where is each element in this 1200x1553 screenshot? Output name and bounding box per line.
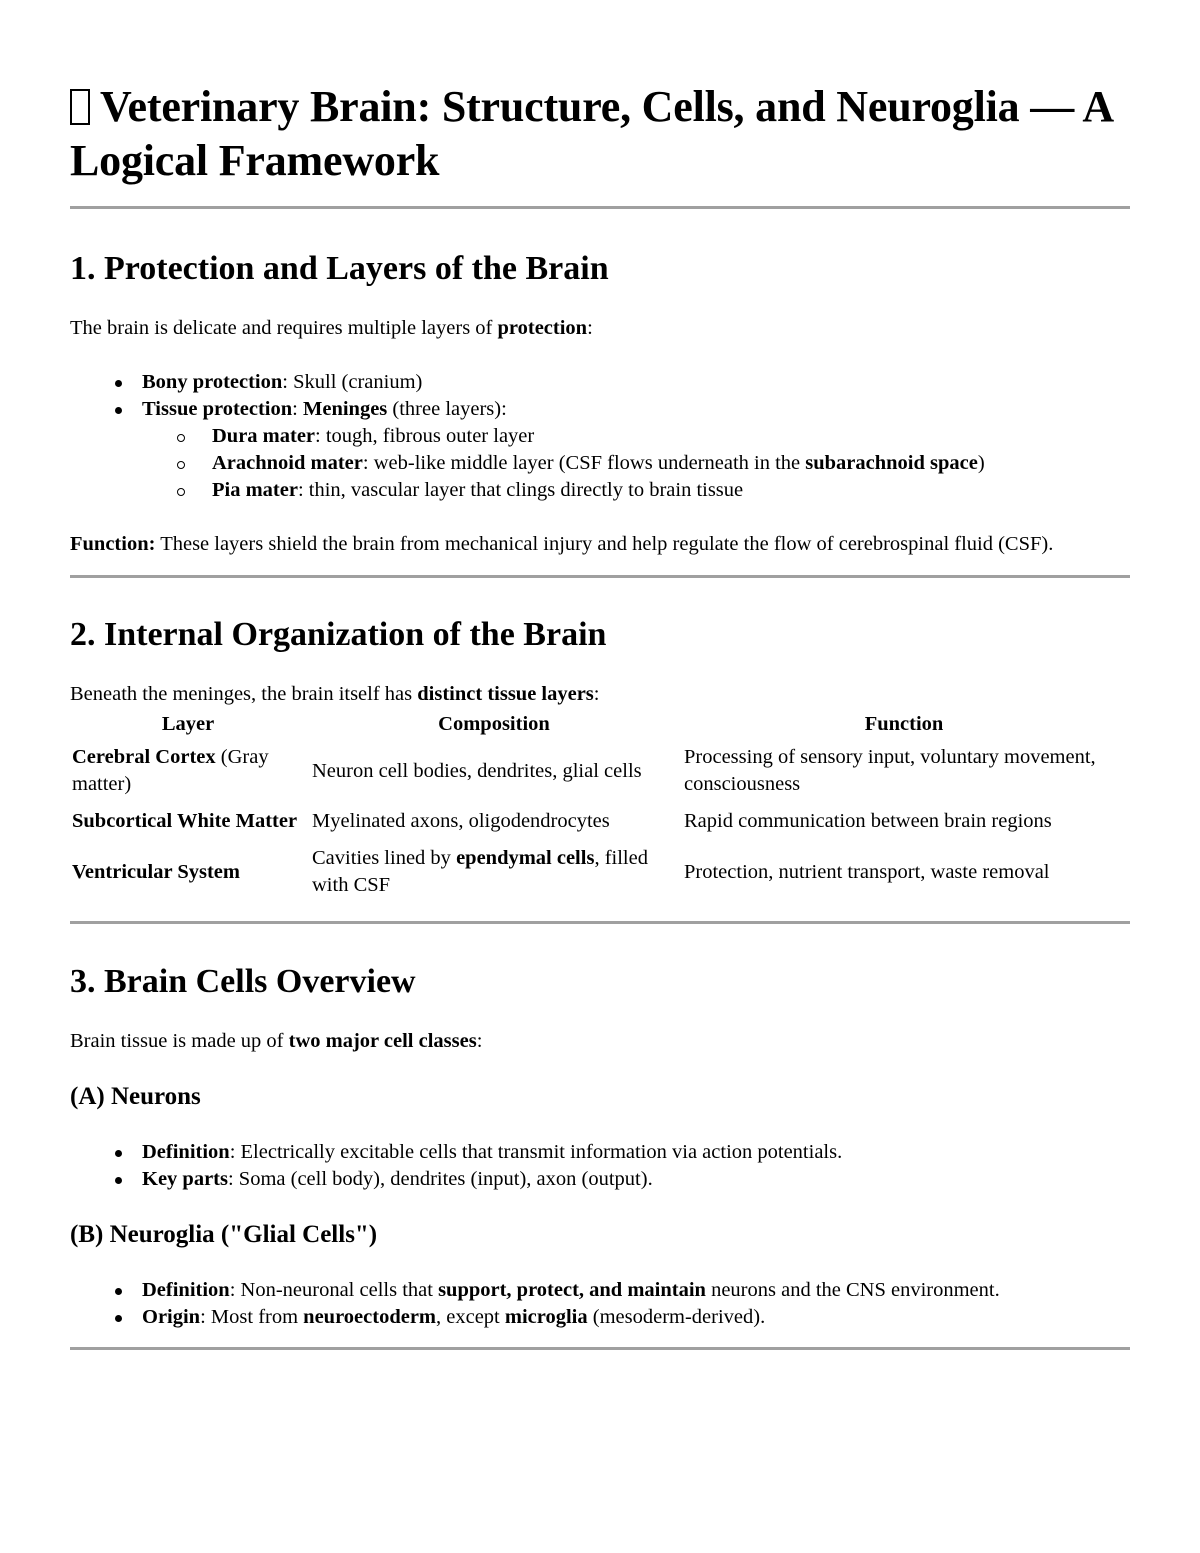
list-item: [70, 1277, 1130, 1304]
section1-intro: [70, 315, 1130, 342]
intro-bold: two major cell classes: [288, 1030, 477, 1052]
table-cell: Rapid communication between brain regions: [684, 810, 1052, 832]
item-text: : Electrically excitable cells that transmit information via action potentials.: [229, 1141, 843, 1163]
list-item: [70, 369, 1130, 396]
item-text: : Most from: [200, 1306, 304, 1328]
layer-name: Ventricular System: [72, 860, 240, 883]
divider: [70, 575, 1130, 578]
table-row: [70, 804, 1126, 839]
protection-list: [70, 369, 1130, 504]
item-label: Bony protection: [142, 371, 283, 393]
intro-punct: :: [587, 317, 593, 339]
column-header: Layer: [161, 713, 215, 735]
column-header: Function: [864, 713, 944, 735]
table-header-row: [70, 711, 1126, 738]
function-text: These layers shield the brain from mechanical injury and help regulate the flow of cerebrospinal fluid (CSF).: [155, 533, 1054, 555]
composition-text: Neuron cell bodies, dendrites, glial cells: [312, 759, 642, 782]
item-label: Definition: [142, 1141, 230, 1163]
function-label: Function:: [70, 533, 156, 555]
divider: [70, 1347, 1130, 1350]
item-text: ): [977, 452, 985, 474]
table-cell: [310, 841, 678, 903]
item-bold: microglia: [504, 1306, 588, 1328]
section3-intro: [70, 1028, 1130, 1055]
table-row: [70, 841, 1126, 903]
table-cell: [310, 740, 678, 802]
table-cell: [310, 804, 678, 839]
item-text: :: [292, 398, 303, 420]
layer-name: Cerebral Cortex: [72, 746, 216, 768]
page-title: [70, 80, 1130, 188]
table-row: [70, 740, 1126, 802]
meninges-list: [142, 423, 1130, 504]
composition-bold: ependymal cells: [456, 847, 595, 869]
intro-bold: distinct tissue layers: [417, 683, 594, 705]
item-label: Dura mater: [212, 425, 316, 447]
neuroglia-list: [70, 1277, 1130, 1331]
section2-intro: [70, 681, 1130, 708]
page-title-text: Veterinary Brain: Structure, Cells, and Neuroglia — A Logical Framework: [70, 82, 1112, 185]
intro-punct: :: [476, 1030, 483, 1052]
item-text: : web-like middle layer (CSF flows underneath in the: [362, 452, 806, 474]
list-item: [70, 423, 1130, 450]
item-text: : Non-neuronal cells that: [229, 1279, 439, 1301]
table-cell: Protection, nutrient transport, waste removal: [684, 860, 1050, 883]
intro-text: The brain is delicate and requires multiple layers of: [70, 317, 498, 339]
intro-text: Beneath the meninges, the brain itself has: [70, 683, 418, 705]
neurons-list: [70, 1139, 1130, 1193]
intro-bold: protection: [497, 317, 588, 339]
list-item: [70, 1166, 1130, 1193]
item-label: Meninges: [303, 398, 388, 420]
item-label: Definition: [142, 1279, 230, 1301]
list-item: [70, 1304, 1130, 1331]
list-item: [70, 450, 1130, 477]
list-item: [70, 396, 1130, 504]
item-label: Arachnoid mater: [212, 452, 363, 474]
subheading-neurons: (A) Neurons: [70, 1083, 201, 1110]
item-label: Tissue protection: [142, 398, 293, 420]
composition-text: Cavities lined by: [312, 847, 457, 869]
tissue-layers-table: [66, 709, 1130, 905]
item-text: : Soma (cell body), dendrites (input), axon (output).: [227, 1168, 653, 1190]
layer-note: (Gray matter): [72, 746, 269, 795]
divider: [70, 206, 1130, 209]
item-label: Key parts: [142, 1168, 228, 1190]
list-item: [70, 477, 1130, 504]
section-heading-protection: 1. Protection and Layers of the Brain: [70, 250, 609, 287]
item-bold: neuroectoderm: [303, 1306, 437, 1328]
unsupported-glyph-icon: [70, 89, 90, 125]
item-text: , except: [436, 1306, 505, 1328]
list-item: [70, 1139, 1130, 1166]
item-text: : thin, vascular layer that clings directly to brain tissue: [297, 479, 744, 501]
section-heading-organization: 2. Internal Organization of the Brain: [70, 616, 607, 653]
item-bold: support, protect, and maintain: [438, 1279, 706, 1301]
table-cell: [70, 804, 306, 839]
item-text: (three layers):: [387, 398, 507, 420]
composition-text: , filled with CSF: [312, 847, 648, 896]
composition-text: Myelinated axons, oligodendrocytes: [312, 810, 610, 832]
divider: [70, 921, 1130, 924]
item-text: : tough, fibrous outer layer: [315, 425, 535, 447]
column-header: Composition: [438, 713, 550, 735]
subheading-neuroglia: (B) Neuroglia ("Glial Cells"): [70, 1221, 378, 1248]
section1-function: [70, 531, 1130, 558]
item-text: : Skull (cranium): [282, 371, 423, 393]
item-text: (mesoderm-derived).: [587, 1306, 766, 1328]
item-label: Pia mater: [212, 479, 298, 501]
layer-name: Subcortical White Matter: [72, 810, 298, 832]
section-heading-cells: 3. Brain Cells Overview: [70, 963, 416, 1000]
document-page: [70, 80, 1130, 1350]
intro-text: Brain tissue is made up of: [70, 1030, 289, 1052]
table-cell: [70, 841, 306, 903]
item-label: subarachnoid space: [805, 452, 978, 474]
item-label: Origin: [142, 1306, 201, 1328]
item-text: neurons and the CNS environment.: [705, 1279, 1000, 1301]
table-cell: Processing of sensory input, voluntary movement, consciousness: [684, 746, 1096, 795]
intro-punct: :: [593, 683, 600, 705]
table-cell: [70, 740, 306, 802]
